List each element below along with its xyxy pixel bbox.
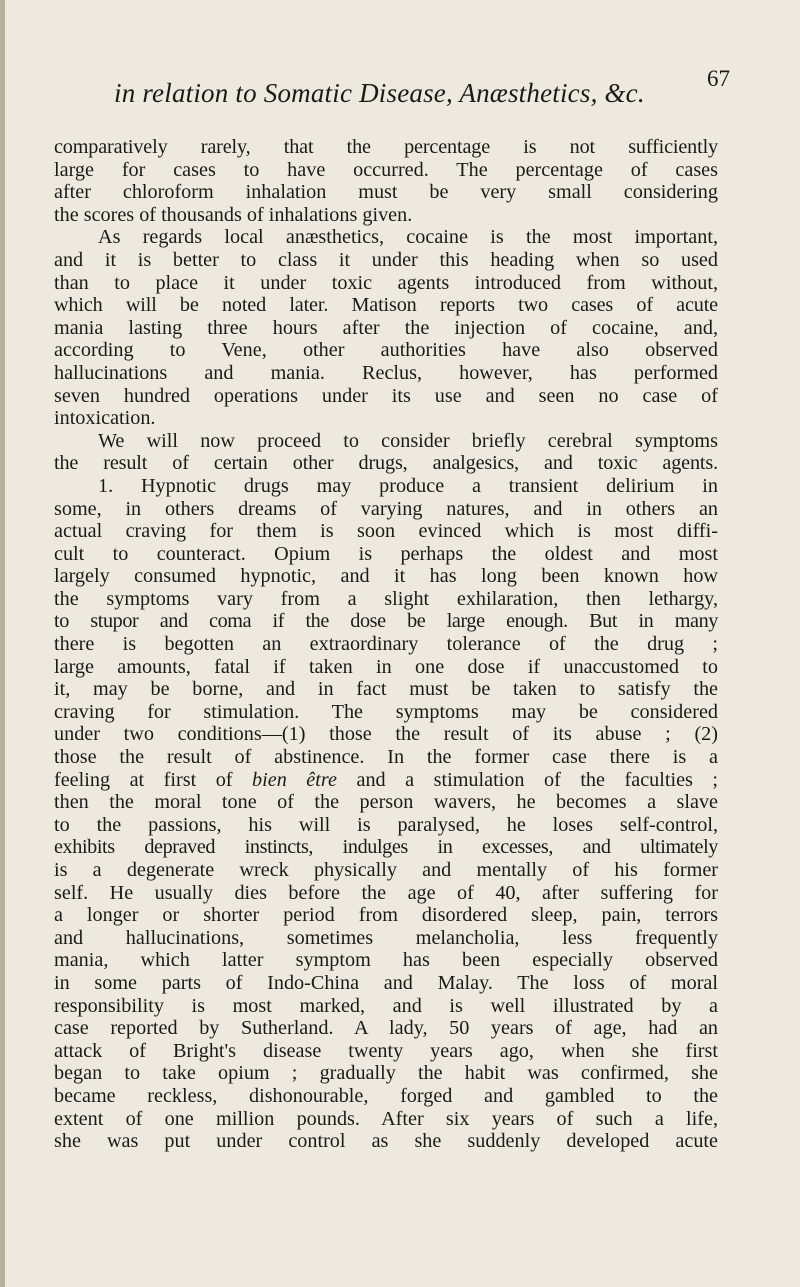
text-line: mania lasting three hours after the injection of cocaine, and, xyxy=(54,316,718,339)
text-line: a longer or shorter period from disordered sleep, pain, terrors xyxy=(54,904,718,927)
text-line: exhibits depraved instincts, indulges in excesses, and ultimately xyxy=(54,836,718,859)
text-line: self. He usually dies before the age of 40, after suffering for xyxy=(54,881,718,904)
text-line: cult to counteract. Opium is perhaps the oldest and most xyxy=(54,542,718,565)
text-line: the symptoms vary from a slight exhilaration, then lethargy, xyxy=(54,587,718,610)
text-line: and hallucinations, sometimes melancholia, less frequently xyxy=(54,926,718,949)
text-line: largely consumed hypnotic, and it has long been known how xyxy=(54,565,718,588)
text-line: to stupor and coma if the dose be large enough. But in many xyxy=(54,610,718,633)
text-line: is a degenerate wreck physically and mentally of his former xyxy=(54,859,718,881)
text-line: mania, which latter symptom has been especially observed xyxy=(54,949,718,972)
text-line: intoxication. xyxy=(54,407,156,430)
text-line: those the result of abstinence. In the former case there is a xyxy=(54,746,718,769)
text-line: large amounts, fatal if taken in one dose if unaccustomed to xyxy=(54,655,718,678)
text-line: according to Vene, other authorities have also observed xyxy=(54,339,718,362)
text-line: large for cases to have occurred. The percentage of cases xyxy=(54,158,718,181)
text-line: As regards local anæsthetics, cocaine is the most important, xyxy=(98,226,718,249)
text-line: began to take opium ; gradually the habit was confirmed, she xyxy=(54,1062,718,1085)
text-line: some, in others dreams of varying natures, and in others an xyxy=(54,497,718,520)
text-line: craving for stimulation. The symptoms may be considered xyxy=(54,700,718,723)
running-head xyxy=(72,66,732,114)
text-line: under two conditions—(1) those the result of its abuse ; (2) xyxy=(54,723,718,746)
text-line: which will be noted later. Matison reports two cases of acute xyxy=(54,294,718,317)
italic-phrase: bien être xyxy=(252,768,337,791)
text-line: it, may be borne, and in fact must be taken to satisfy the xyxy=(54,678,718,701)
text-line: attack of Bright's disease twenty years ago, when she first xyxy=(54,1039,718,1062)
text-line: case reported by Sutherland. A lady, 50 years of age, had an xyxy=(54,1017,718,1040)
text-line: We will now proceed to consider briefly cerebral symptoms xyxy=(98,429,718,452)
text-line: hallucinations and mania. Reclus, however, has performed xyxy=(54,361,718,384)
body-text xyxy=(54,136,718,1153)
text-run: and a stimulation of the faculties ; xyxy=(356,768,719,791)
text-line: after chloroform inhalation must be very small considering xyxy=(54,181,718,204)
text-line: seven hundred operations under its use and seen no case of xyxy=(54,384,718,407)
text-line: the result of certain other drugs, analgesics, and toxic agents. xyxy=(54,452,718,475)
text-line: she was put under control as she suddenly developed acute xyxy=(54,1130,718,1153)
text-run xyxy=(337,769,357,791)
running-title: in relation to Somatic Disease, Anæsthetics, &c. xyxy=(114,78,645,108)
text-line: became reckless, dishonourable, forged and gambled to the xyxy=(54,1084,718,1107)
text-line: than to place it under toxic agents introduced from without, xyxy=(54,271,718,294)
page-number: 67 xyxy=(707,66,730,91)
page-gutter-edge xyxy=(0,0,5,1287)
text-line: responsibility is most marked, and is well illustrated by a xyxy=(54,994,718,1017)
text-line: extent of one million pounds. After six years of such a life, xyxy=(54,1107,718,1130)
text-line: and it is better to class it under this heading when so used xyxy=(54,248,718,271)
text-line: 1. Hypnotic drugs may produce a transient delirium in xyxy=(98,474,718,497)
text-line: the scores of thousands of inhalations given. xyxy=(54,203,413,226)
text-line: actual craving for them is soon evinced which is most diffi- xyxy=(54,520,718,543)
text-run: feeling at first of xyxy=(54,768,253,791)
text-line: there is begotten an extraordinary tolerance of the drug ; xyxy=(54,633,718,656)
text-line: comparatively rarely, that the percentage is not sufficiently xyxy=(54,136,718,158)
text-line: then the moral tone of the person wavers, he becomes a slave xyxy=(54,791,718,814)
text-line-with-italic xyxy=(54,769,718,792)
text-line: in some parts of Indo-China and Malay. The loss of moral xyxy=(54,971,718,994)
text-line: to the passions, his will is paralysed, he loses self-control, xyxy=(54,813,718,836)
